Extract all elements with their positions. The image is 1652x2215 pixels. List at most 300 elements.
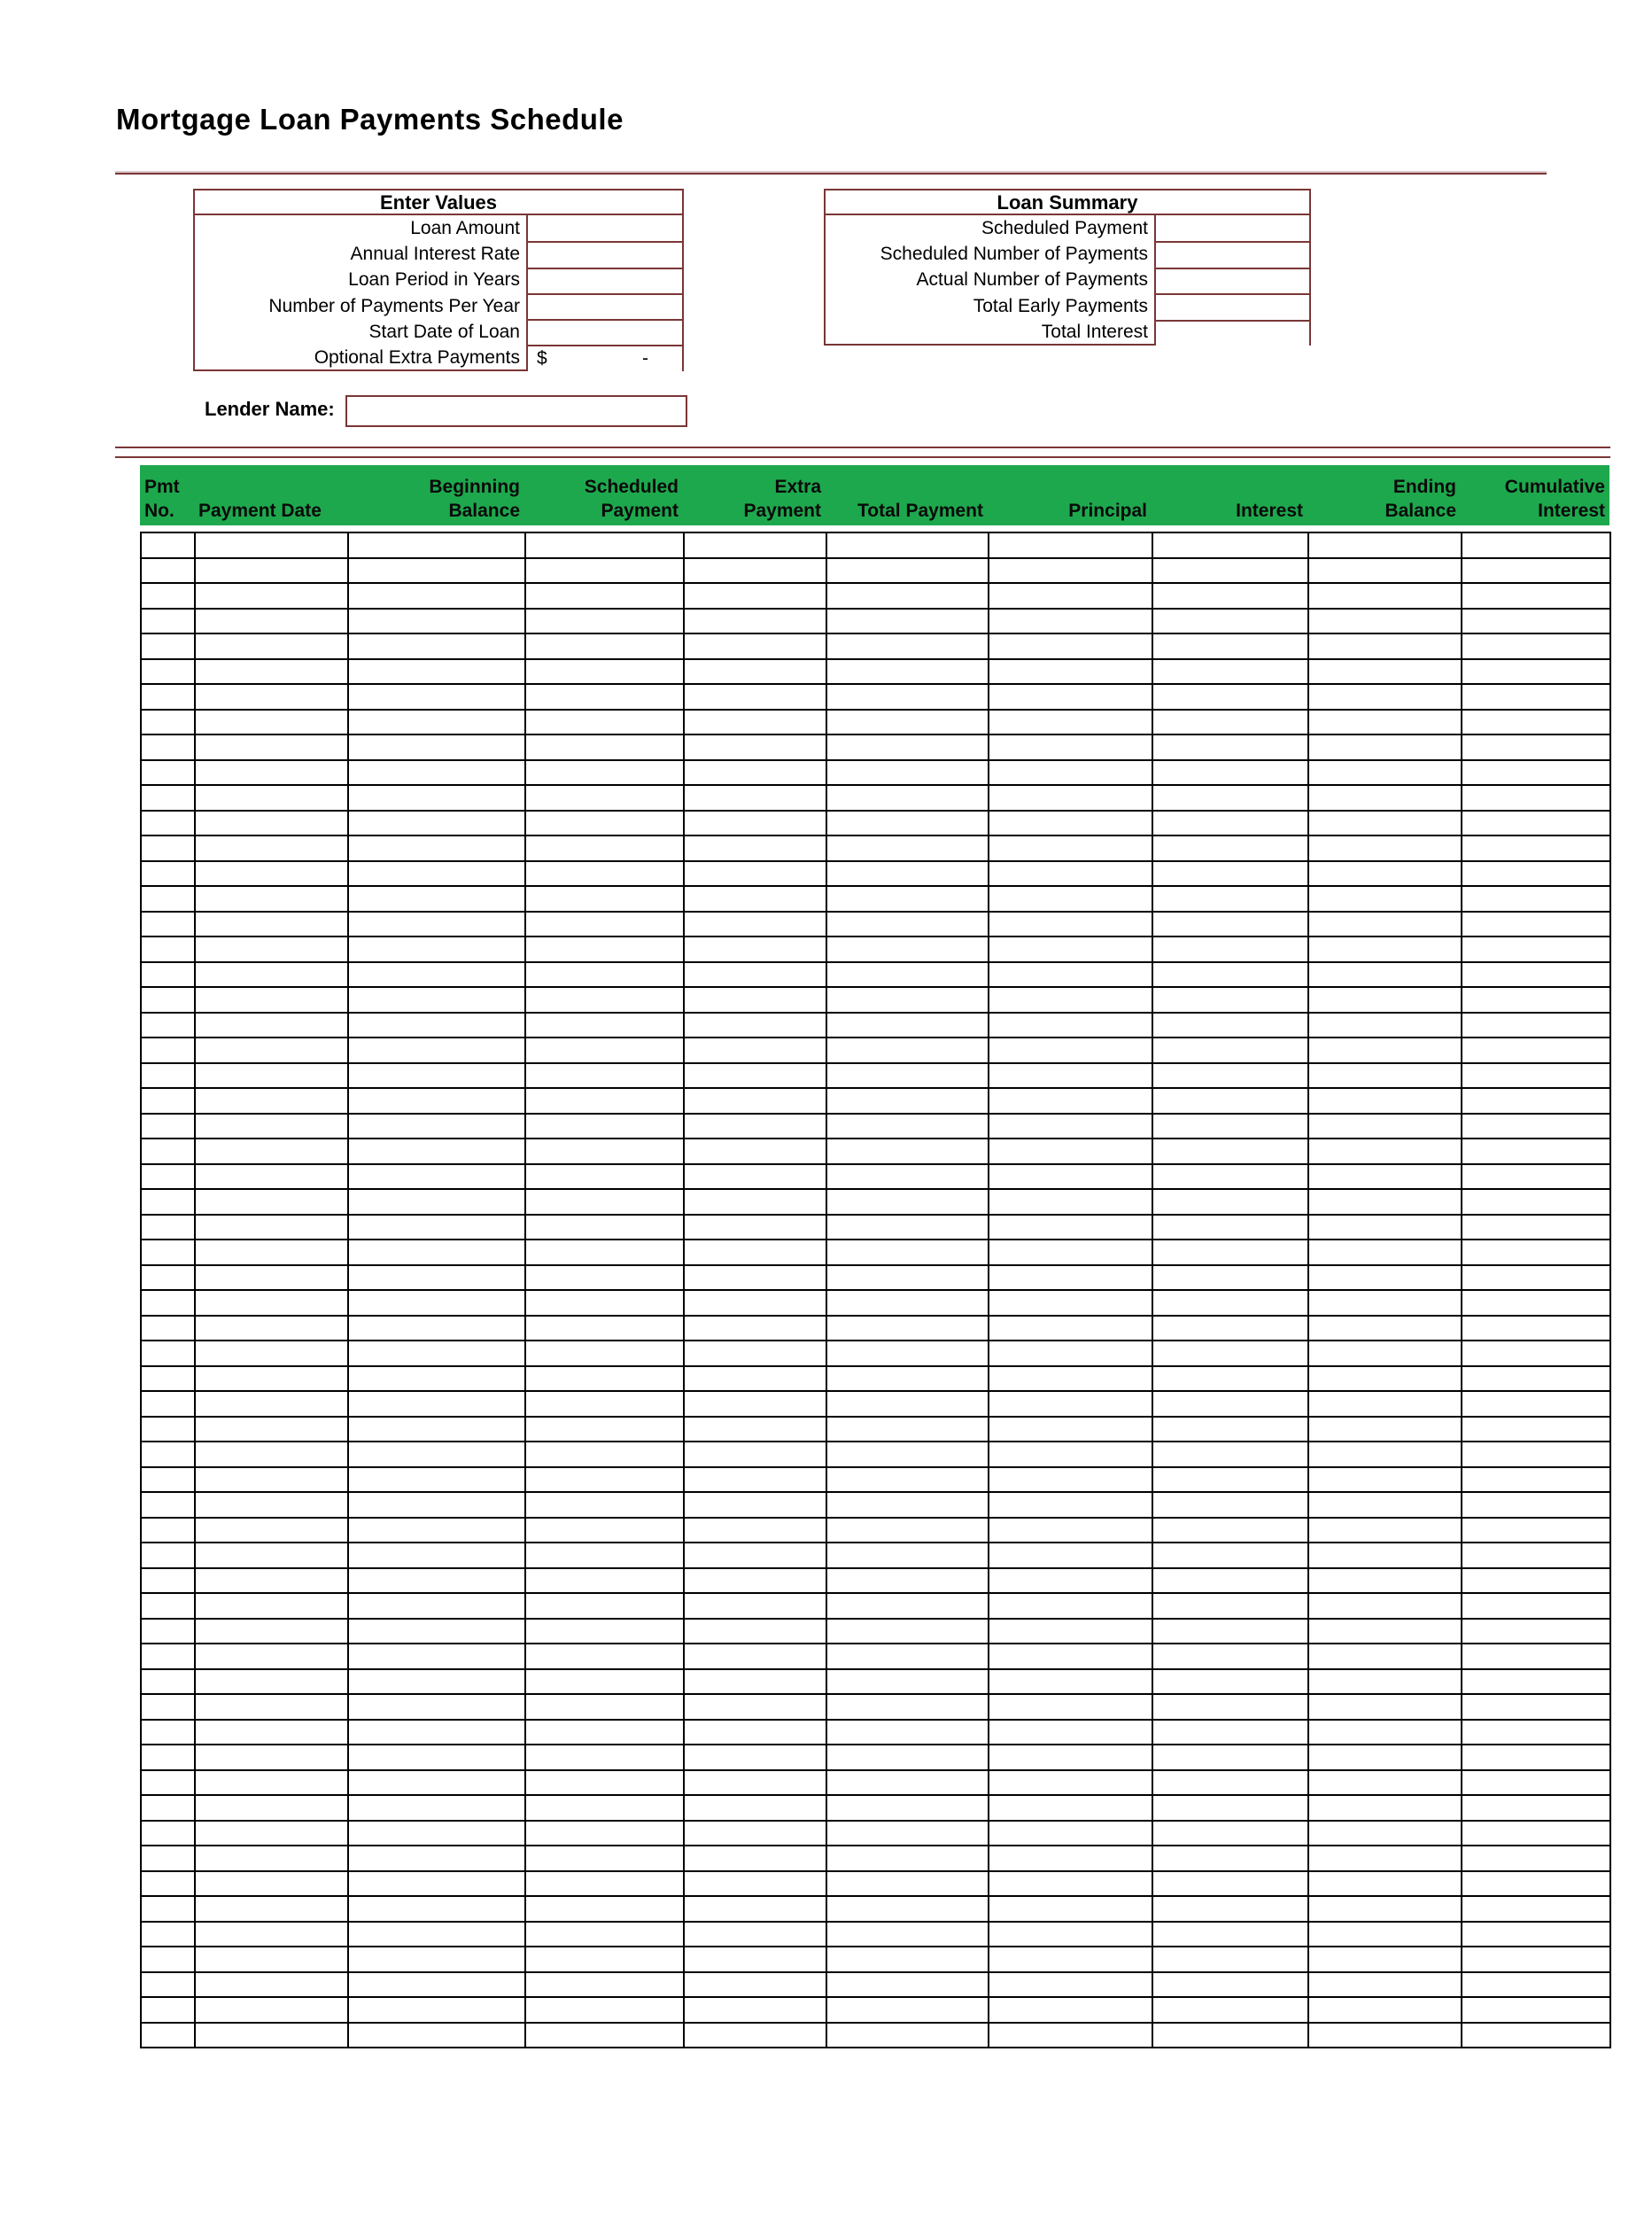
cell-scheduled-payment	[525, 760, 684, 786]
cell-payment-date	[195, 659, 348, 685]
cell-ending-balance	[1308, 1518, 1462, 1543]
cell-pmt-no	[141, 1265, 195, 1291]
cell-scheduled-payment	[525, 734, 684, 760]
field-value-cell[interactable]	[526, 268, 682, 293]
cell-pmt-no	[141, 1063, 195, 1089]
cell-pmt-no	[141, 1013, 195, 1038]
table-row	[141, 886, 1610, 912]
table-row	[141, 1997, 1610, 2023]
cell-cumulative-interest	[1462, 1189, 1610, 1215]
table-row	[141, 684, 1610, 710]
cell-total-payment	[826, 1846, 989, 1871]
cell-payment-date	[195, 912, 348, 937]
cell-beginning-balance	[348, 609, 525, 634]
table-row	[141, 1265, 1610, 1291]
cell-ending-balance	[1308, 1745, 1462, 1770]
cell-principal	[989, 1492, 1152, 1518]
header-col-scheduled-payment	[524, 465, 683, 525]
cell-principal	[989, 1694, 1152, 1720]
cell-scheduled-payment	[525, 609, 684, 634]
cell-payment-date	[195, 861, 348, 887]
cell-principal	[989, 785, 1152, 811]
cell-cumulative-interest	[1462, 1417, 1610, 1442]
cell-extra-payment	[684, 1846, 826, 1871]
cell-cumulative-interest	[1462, 1846, 1610, 1871]
cell-interest	[1152, 684, 1308, 710]
cell-scheduled-payment	[525, 1290, 684, 1316]
cell-beginning-balance	[348, 987, 525, 1013]
cell-interest	[1152, 1644, 1308, 1669]
cell-principal	[989, 558, 1152, 584]
cell-extra-payment	[684, 1341, 826, 1366]
table-row	[141, 1467, 1610, 1493]
cell-ending-balance	[1308, 1013, 1462, 1038]
cell-principal	[989, 1795, 1152, 1821]
cell-cumulative-interest	[1462, 609, 1610, 634]
cell-pmt-no	[141, 558, 195, 584]
cell-total-payment	[826, 1189, 989, 1215]
cell-principal	[989, 1947, 1152, 1972]
table-row	[141, 558, 1610, 584]
cell-extra-payment	[684, 1139, 826, 1164]
cell-payment-date	[195, 1972, 348, 1998]
cell-scheduled-payment	[525, 1947, 684, 1972]
cell-principal	[989, 1391, 1152, 1417]
cell-beginning-balance	[348, 1568, 525, 1594]
field-value-cell[interactable]	[526, 215, 682, 241]
cell-total-payment	[826, 1492, 989, 1518]
cell-cumulative-interest	[1462, 1821, 1610, 1846]
cell-interest	[1152, 886, 1308, 912]
loan-summary-panel	[824, 189, 1311, 346]
cell-principal	[989, 760, 1152, 786]
cell-principal	[989, 1619, 1152, 1644]
cell-principal	[989, 1442, 1152, 1467]
cell-total-payment	[826, 1745, 989, 1770]
cell-principal	[989, 1114, 1152, 1139]
cell-principal	[989, 1467, 1152, 1493]
cell-interest	[1152, 1139, 1308, 1164]
cell-principal	[989, 734, 1152, 760]
cell-extra-payment	[684, 1467, 826, 1493]
field-row	[195, 215, 682, 241]
cell-cumulative-interest	[1462, 987, 1610, 1013]
cell-payment-date	[195, 1417, 348, 1442]
cell-cumulative-interest	[1462, 583, 1610, 609]
cell-extra-payment	[684, 1114, 826, 1139]
cell-beginning-balance	[348, 1189, 525, 1215]
cell-interest	[1152, 1871, 1308, 1897]
cell-ending-balance	[1308, 1139, 1462, 1164]
table-row	[141, 1240, 1610, 1265]
cell-cumulative-interest	[1462, 684, 1610, 710]
cell-interest	[1152, 1669, 1308, 1695]
cell-extra-payment	[684, 1669, 826, 1695]
cell-beginning-balance	[348, 1063, 525, 1089]
cell-pmt-no	[141, 532, 195, 558]
cell-total-payment	[826, 710, 989, 735]
cell-payment-date	[195, 1694, 348, 1720]
table-row	[141, 1694, 1610, 1720]
table-row	[141, 1442, 1610, 1467]
cell-extra-payment	[684, 1619, 826, 1644]
cell-pmt-no	[141, 1290, 195, 1316]
cell-principal	[989, 937, 1152, 962]
cell-scheduled-payment	[525, 962, 684, 988]
cell-extra-payment	[684, 2023, 826, 2048]
enter-values-title: Enter Values	[195, 190, 682, 215]
cell-scheduled-payment	[525, 1669, 684, 1695]
cell-scheduled-payment	[525, 1088, 684, 1114]
cell-ending-balance	[1308, 1997, 1462, 2023]
cell-cumulative-interest	[1462, 1947, 1610, 1972]
cell-cumulative-interest	[1462, 1922, 1610, 1947]
cell-payment-date	[195, 1265, 348, 1291]
field-label: Loan Amount	[410, 217, 520, 238]
cell-pmt-no	[141, 1139, 195, 1164]
cell-ending-balance	[1308, 1896, 1462, 1922]
cell-payment-date	[195, 1366, 348, 1392]
loan-summary-fields	[826, 215, 1309, 346]
cell-total-payment	[826, 1619, 989, 1644]
table-row	[141, 1316, 1610, 1341]
cell-beginning-balance	[348, 1669, 525, 1695]
cell-ending-balance	[1308, 937, 1462, 962]
cell-ending-balance	[1308, 1442, 1462, 1467]
cell-beginning-balance	[348, 861, 525, 887]
table-row	[141, 785, 1610, 811]
cell-interest	[1152, 1391, 1308, 1417]
cell-cumulative-interest	[1462, 1770, 1610, 1796]
cell-pmt-no	[141, 1215, 195, 1240]
cell-pmt-no	[141, 811, 195, 836]
field-row	[195, 293, 682, 319]
cell-cumulative-interest	[1462, 1568, 1610, 1594]
cell-ending-balance	[1308, 710, 1462, 735]
currency-symbol: $	[537, 348, 547, 369]
cell-interest	[1152, 1417, 1308, 1442]
cell-pmt-no	[141, 1871, 195, 1897]
cell-total-payment	[826, 1694, 989, 1720]
cell-principal	[989, 2023, 1152, 2048]
table-row	[141, 1215, 1610, 1240]
cell-scheduled-payment	[525, 1417, 684, 1442]
table-row	[141, 1568, 1610, 1594]
cell-extra-payment	[684, 609, 826, 634]
cell-beginning-balance	[348, 1871, 525, 1897]
cell-scheduled-payment	[525, 1114, 684, 1139]
cell-extra-payment	[684, 1038, 826, 1063]
cell-extra-payment	[684, 1997, 826, 2023]
cell-total-payment	[826, 1366, 989, 1392]
cell-scheduled-payment	[525, 861, 684, 887]
cell-beginning-balance	[348, 1038, 525, 1063]
cell-ending-balance	[1308, 659, 1462, 685]
cell-payment-date	[195, 1922, 348, 1947]
cell-extra-payment	[684, 1316, 826, 1341]
cell-scheduled-payment	[525, 886, 684, 912]
cell-cumulative-interest	[1462, 785, 1610, 811]
cell-cumulative-interest	[1462, 633, 1610, 659]
table-row	[141, 760, 1610, 786]
cell-extra-payment	[684, 1265, 826, 1291]
table-row	[141, 532, 1610, 558]
cell-payment-date	[195, 1644, 348, 1669]
cell-scheduled-payment	[525, 1366, 684, 1392]
cell-principal	[989, 1593, 1152, 1619]
header-col-total-payment	[826, 465, 988, 525]
cell-pmt-no	[141, 1391, 195, 1417]
cell-payment-date	[195, 558, 348, 584]
cell-beginning-balance	[348, 1366, 525, 1392]
cell-interest	[1152, 962, 1308, 988]
cell-payment-date	[195, 1593, 348, 1619]
cell-scheduled-payment	[525, 2023, 684, 2048]
cell-pmt-no	[141, 785, 195, 811]
cell-pmt-no	[141, 734, 195, 760]
cell-beginning-balance	[348, 962, 525, 988]
cell-interest	[1152, 558, 1308, 584]
cell-cumulative-interest	[1462, 1669, 1610, 1695]
cell-cumulative-interest	[1462, 1593, 1610, 1619]
table-row	[141, 1139, 1610, 1164]
cell-pmt-no	[141, 1189, 195, 1215]
cell-beginning-balance	[348, 734, 525, 760]
cell-ending-balance	[1308, 1568, 1462, 1594]
cell-payment-date	[195, 1063, 348, 1089]
cell-principal	[989, 1821, 1152, 1846]
cell-pmt-no	[141, 1619, 195, 1644]
cell-scheduled-payment	[525, 785, 684, 811]
cell-payment-date	[195, 1745, 348, 1770]
cell-cumulative-interest	[1462, 912, 1610, 937]
cell-payment-date	[195, 987, 348, 1013]
cell-interest	[1152, 1694, 1308, 1720]
cell-beginning-balance	[348, 1417, 525, 1442]
cell-interest	[1152, 609, 1308, 634]
cell-principal	[989, 1417, 1152, 1442]
table-row	[141, 1770, 1610, 1796]
cell-total-payment	[826, 1215, 989, 1240]
cell-ending-balance	[1308, 1215, 1462, 1240]
enter-values-fields	[195, 215, 682, 371]
field-row	[195, 319, 682, 345]
cell-total-payment	[826, 886, 989, 912]
header-col-extra-payment	[683, 465, 826, 525]
cell-beginning-balance	[348, 1391, 525, 1417]
cell-beginning-balance	[348, 1442, 525, 1467]
cell-total-payment	[826, 1669, 989, 1695]
cell-principal	[989, 1669, 1152, 1695]
cell-principal	[989, 1240, 1152, 1265]
cell-pmt-no	[141, 1316, 195, 1341]
field-value-cell[interactable]	[526, 345, 682, 370]
cell-cumulative-interest	[1462, 760, 1610, 786]
cell-scheduled-payment	[525, 1543, 684, 1568]
cell-pmt-no	[141, 583, 195, 609]
cell-payment-date	[195, 1290, 348, 1316]
cell-cumulative-interest	[1462, 659, 1610, 685]
cell-scheduled-payment	[525, 1720, 684, 1745]
cell-principal	[989, 1770, 1152, 1796]
cell-pmt-no	[141, 1341, 195, 1366]
cell-principal	[989, 987, 1152, 1013]
field-label: Scheduled Payment	[981, 217, 1148, 238]
cell-cumulative-interest	[1462, 835, 1610, 861]
field-value-cell	[1154, 293, 1309, 319]
cell-total-payment	[826, 1316, 989, 1341]
loan-summary-title: Loan Summary	[826, 190, 1309, 215]
cell-payment-date	[195, 633, 348, 659]
cell-interest	[1152, 1846, 1308, 1871]
cell-principal	[989, 1972, 1152, 1998]
cell-extra-payment	[684, 1240, 826, 1265]
header-col-cumulative-interest	[1461, 465, 1609, 525]
cell-cumulative-interest	[1462, 1139, 1610, 1164]
field-row	[195, 268, 682, 293]
cell-payment-date	[195, 886, 348, 912]
field-label: Start Date of Loan	[368, 321, 520, 342]
schedule-divider-line-top	[115, 447, 1610, 448]
header-col-beginning-balance	[347, 465, 524, 525]
cell-beginning-balance	[348, 633, 525, 659]
cell-pmt-no	[141, 1543, 195, 1568]
cell-total-payment	[826, 1164, 989, 1190]
cell-ending-balance	[1308, 835, 1462, 861]
cell-total-payment	[826, 1896, 989, 1922]
cell-cumulative-interest	[1462, 1063, 1610, 1089]
cell-scheduled-payment	[525, 1063, 684, 1089]
cell-interest	[1152, 937, 1308, 962]
cell-beginning-balance	[348, 1518, 525, 1543]
schedule-header-row	[140, 465, 1609, 525]
cell-total-payment	[826, 1997, 989, 2023]
field-value-cell[interactable]	[526, 241, 682, 267]
field-value-cell[interactable]	[526, 319, 682, 345]
cell-total-payment	[826, 1518, 989, 1543]
cell-extra-payment	[684, 558, 826, 584]
table-row	[141, 811, 1610, 836]
cell-cumulative-interest	[1462, 734, 1610, 760]
table-row	[141, 1871, 1610, 1897]
cell-payment-date	[195, 1896, 348, 1922]
cell-cumulative-interest	[1462, 1366, 1610, 1392]
cell-pmt-no	[141, 1164, 195, 1190]
table-row	[141, 937, 1610, 962]
cell-pmt-no	[141, 1972, 195, 1998]
field-label: Total Early Payments	[973, 295, 1148, 316]
cell-total-payment	[826, 1391, 989, 1417]
field-row	[826, 320, 1309, 346]
cell-cumulative-interest	[1462, 811, 1610, 836]
cell-extra-payment	[684, 633, 826, 659]
cell-total-payment	[826, 1821, 989, 1846]
cell-pmt-no	[141, 1821, 195, 1846]
cell-extra-payment	[684, 1568, 826, 1594]
cell-principal	[989, 1265, 1152, 1291]
cell-total-payment	[826, 1543, 989, 1568]
cell-total-payment	[826, 1013, 989, 1038]
cell-pmt-no	[141, 710, 195, 735]
cell-interest	[1152, 1467, 1308, 1493]
page-title: Mortgage Loan Payments Schedule	[116, 103, 624, 136]
cell-payment-date	[195, 785, 348, 811]
cell-ending-balance	[1308, 1619, 1462, 1644]
cell-cumulative-interest	[1462, 1215, 1610, 1240]
cell-payment-date	[195, 1846, 348, 1871]
cell-beginning-balance	[348, 684, 525, 710]
cell-ending-balance	[1308, 1114, 1462, 1139]
header-line1: Ending	[1392, 477, 1456, 497]
table-row	[141, 1947, 1610, 1972]
cell-interest	[1152, 1745, 1308, 1770]
cell-pmt-no	[141, 1593, 195, 1619]
table-row	[141, 1644, 1610, 1669]
field-row	[826, 241, 1309, 267]
cell-scheduled-payment	[525, 1164, 684, 1190]
cell-total-payment	[826, 785, 989, 811]
cell-extra-payment	[684, 1417, 826, 1442]
cell-extra-payment	[684, 1088, 826, 1114]
cell-extra-payment	[684, 684, 826, 710]
cell-interest	[1152, 1972, 1308, 1998]
cell-extra-payment	[684, 1770, 826, 1796]
cell-scheduled-payment	[525, 1997, 684, 2023]
cell-scheduled-payment	[525, 1568, 684, 1594]
cell-total-payment	[826, 1593, 989, 1619]
field-value-cell[interactable]	[526, 293, 682, 319]
cell-interest	[1152, 710, 1308, 735]
table-row	[141, 1745, 1610, 1770]
cell-cumulative-interest	[1462, 1290, 1610, 1316]
cell-total-payment	[826, 558, 989, 584]
cell-extra-payment	[684, 760, 826, 786]
table-row	[141, 1795, 1610, 1821]
cell-scheduled-payment	[525, 1518, 684, 1543]
cell-principal	[989, 912, 1152, 937]
cell-ending-balance	[1308, 1720, 1462, 1745]
cell-total-payment	[826, 1442, 989, 1467]
cell-principal	[989, 1038, 1152, 1063]
cell-total-payment	[826, 734, 989, 760]
cell-ending-balance	[1308, 1644, 1462, 1669]
cell-principal	[989, 532, 1152, 558]
cell-payment-date	[195, 1088, 348, 1114]
cell-interest	[1152, 1316, 1308, 1341]
cell-interest	[1152, 835, 1308, 861]
table-row	[141, 1417, 1610, 1442]
header-line2: Total Payment	[857, 501, 983, 521]
cell-interest	[1152, 583, 1308, 609]
cell-principal	[989, 710, 1152, 735]
cell-principal	[989, 1215, 1152, 1240]
cell-scheduled-payment	[525, 1265, 684, 1291]
cell-total-payment	[826, 1240, 989, 1265]
cell-pmt-no	[141, 1846, 195, 1871]
cell-ending-balance	[1308, 1694, 1462, 1720]
cell-principal	[989, 583, 1152, 609]
cell-interest	[1152, 987, 1308, 1013]
table-row	[141, 1189, 1610, 1215]
cell-extra-payment	[684, 811, 826, 836]
lender-name-input[interactable]	[345, 395, 687, 427]
cell-extra-payment	[684, 1492, 826, 1518]
cell-total-payment	[826, 835, 989, 861]
cell-principal	[989, 1013, 1152, 1038]
table-row	[141, 1038, 1610, 1063]
cell-ending-balance	[1308, 912, 1462, 937]
cell-interest	[1152, 760, 1308, 786]
